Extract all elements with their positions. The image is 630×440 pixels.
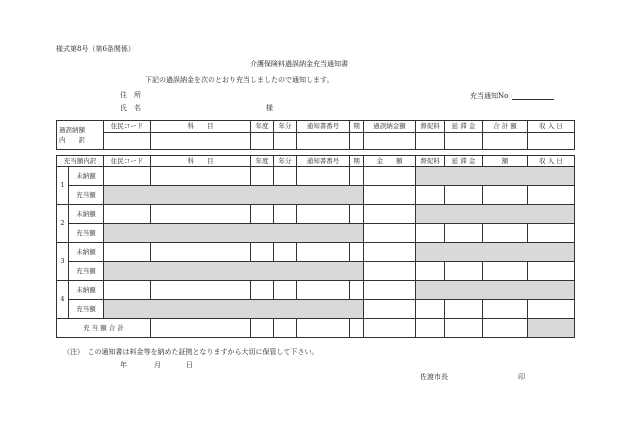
header-overpayment-amount: 過誤納金額	[364, 121, 416, 133]
header-subject: 科 目	[151, 156, 251, 167]
header-reminder-fee: 督促料	[416, 156, 445, 167]
table-cell	[251, 319, 274, 338]
table-cell	[416, 186, 445, 205]
header-late-fee: 延 滞 金	[445, 156, 483, 167]
overpayment-table	[56, 120, 575, 150]
table-cell	[251, 243, 274, 262]
row-label-applied: 充当額	[69, 224, 104, 243]
table-cell	[350, 319, 364, 338]
shaded-cell	[416, 243, 575, 262]
row-label-applied: 充当額	[69, 300, 104, 319]
table-cell	[350, 133, 364, 150]
name-label: 氏 名	[120, 104, 141, 112]
table-cell	[528, 186, 575, 205]
header-reminder-fee: 督促料	[416, 121, 445, 133]
table-cell	[274, 281, 297, 300]
header-total: 合 計 額	[483, 121, 528, 133]
table-cell	[445, 319, 483, 338]
table-cell	[350, 167, 364, 186]
issuer-name: 佐渡市長	[420, 373, 448, 381]
table-cell	[297, 167, 350, 186]
table-cell	[364, 224, 416, 243]
table-cell	[364, 205, 416, 224]
shaded-cell	[104, 300, 364, 319]
header-notice-number: 通知書番号	[297, 121, 350, 133]
address-label: 住 所	[120, 91, 141, 99]
group-number: 3	[57, 243, 69, 281]
table-cell	[416, 319, 445, 338]
table-cell	[364, 281, 416, 300]
header-year-portion: 年分	[274, 156, 297, 167]
shaded-cell	[416, 167, 575, 186]
row-label-unpaid: 未納額	[69, 281, 104, 300]
date-day: 日	[186, 361, 193, 369]
row-label-unpaid: 未納額	[69, 243, 104, 262]
table-cell	[350, 243, 364, 262]
table-cell	[445, 186, 483, 205]
footer-note: （注） この通知書は料金等を納めた証拠となりますから大切に保管して下さい。	[63, 348, 319, 356]
shaded-cell	[104, 224, 364, 243]
table-cell	[104, 243, 151, 262]
table-cell	[350, 205, 364, 224]
table-cell	[483, 262, 528, 281]
table-cell	[274, 205, 297, 224]
table-cell	[104, 167, 151, 186]
table-cell	[483, 224, 528, 243]
table-cell	[274, 133, 297, 150]
table-cell	[416, 133, 445, 150]
notice-number	[470, 92, 554, 100]
row-label-unpaid: 未納額	[69, 167, 104, 186]
header-notice-number: 通知書番号	[297, 156, 350, 167]
header-receipt-date: 収 入 日	[528, 156, 575, 167]
table-cell	[151, 281, 251, 300]
notice-number-label: 充当通知No	[470, 92, 509, 100]
table-cell	[445, 262, 483, 281]
table-cell	[151, 167, 251, 186]
table-cell	[274, 319, 297, 338]
intro-text: 下記の過誤納金を次のとおり充当しましたので通知します。	[145, 76, 334, 84]
table-cell	[104, 205, 151, 224]
table-cell	[151, 133, 251, 150]
header-receipt-date: 収 入 日	[528, 121, 575, 133]
table-cell	[104, 281, 151, 300]
header-year-portion: 年分	[274, 121, 297, 133]
notice-number-field	[512, 92, 554, 100]
table-cell	[364, 186, 416, 205]
shaded-cell	[104, 262, 364, 281]
header-resident-code: 住民コード	[104, 156, 151, 167]
table-cell	[151, 205, 251, 224]
table-cell	[416, 224, 445, 243]
table-cell	[364, 319, 416, 338]
overpayment-label: 過誤納額 内 訳	[57, 121, 104, 150]
shaded-cell	[104, 186, 364, 205]
row-label-applied: 充当額	[69, 262, 104, 281]
document-title: 介護保険料過誤納金充当通知書	[250, 60, 348, 68]
header-amount: 金 額	[364, 156, 416, 167]
table-cell	[528, 224, 575, 243]
date-year: 年	[120, 361, 127, 369]
table-cell	[297, 281, 350, 300]
table-cell	[297, 205, 350, 224]
header-fiscal-year: 年度	[251, 156, 274, 167]
table-cell	[364, 133, 416, 150]
table-cell	[151, 243, 251, 262]
date-month: 月	[154, 361, 161, 369]
table-cell	[528, 133, 575, 150]
table-cell	[104, 133, 151, 150]
shaded-cell	[416, 205, 575, 224]
header-period: 期	[350, 156, 364, 167]
table-cell	[445, 300, 483, 319]
table-cell	[528, 300, 575, 319]
table-cell	[445, 224, 483, 243]
table-cell	[251, 133, 274, 150]
table-cell	[445, 133, 483, 150]
table-cell	[297, 319, 350, 338]
table-cell	[297, 243, 350, 262]
header-period: 期	[350, 121, 364, 133]
row-label-unpaid: 未納額	[69, 205, 104, 224]
table-cell	[364, 262, 416, 281]
applied-total-label: 充 当 額 合 計	[57, 319, 151, 338]
table-cell	[364, 243, 416, 262]
table-cell	[483, 133, 528, 150]
header-total-amount: 額	[483, 156, 528, 167]
table-cell	[483, 300, 528, 319]
applied-amount-table	[56, 155, 575, 338]
header-applied-breakdown: 充当額内訳	[57, 156, 104, 167]
group-number: 2	[57, 205, 69, 243]
table-cell	[151, 319, 251, 338]
table-cell	[350, 281, 364, 300]
row-label-applied: 充当額	[69, 186, 104, 205]
table-cell	[528, 262, 575, 281]
header-fiscal-year: 年度	[251, 121, 274, 133]
form-number: 様式第8号（第6条関係）	[56, 45, 135, 53]
seal-mark: 印	[518, 373, 525, 381]
header-subject: 科 目	[151, 121, 251, 133]
header-late-fee: 延 滞 金	[445, 121, 483, 133]
group-number: 1	[57, 167, 69, 205]
table-cell	[274, 167, 297, 186]
table-cell	[416, 300, 445, 319]
table-cell	[364, 300, 416, 319]
group-number: 4	[57, 281, 69, 319]
table-cell	[274, 243, 297, 262]
table-cell	[251, 281, 274, 300]
table-cell	[297, 133, 350, 150]
table-cell	[251, 167, 274, 186]
honorific: 様	[266, 104, 273, 112]
shaded-cell	[416, 281, 575, 300]
table-cell	[483, 186, 528, 205]
header-resident-code: 住民コード	[104, 121, 151, 133]
table-cell	[251, 205, 274, 224]
table-cell	[364, 167, 416, 186]
shaded-cell	[528, 319, 575, 338]
table-cell	[483, 319, 528, 338]
table-cell	[416, 262, 445, 281]
